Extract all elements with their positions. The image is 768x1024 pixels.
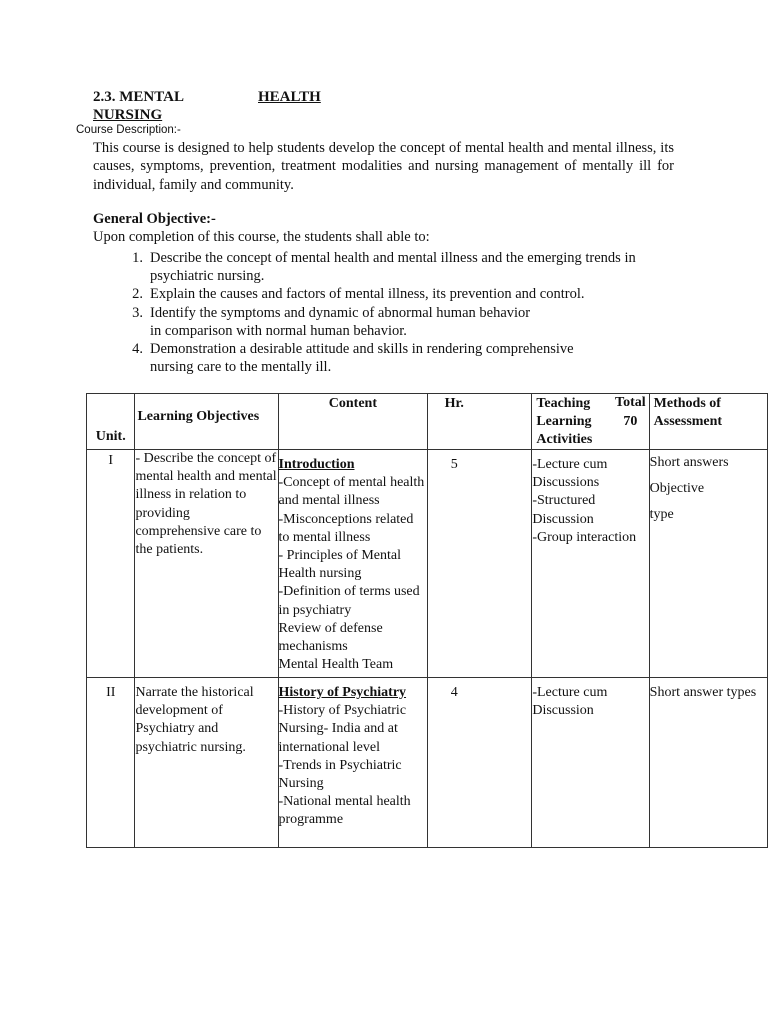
activity-item: -Lecture cum Discussion (532, 685, 608, 719)
cell-unit: I (87, 450, 135, 678)
content-line: - Principles of Mental Health nursing (278, 548, 401, 582)
table-header-row (87, 394, 768, 450)
content-title: History of Psychiatry (278, 685, 407, 700)
general-objective-heading: General Objective:- (93, 211, 216, 227)
objective-item (93, 304, 693, 340)
title-part-2: HEALTH (258, 89, 321, 105)
objective-item (93, 340, 693, 376)
cell-activities (532, 678, 649, 848)
header-learning-objectives: Learning Objectives (135, 394, 278, 450)
header-methods: Methods of Assessment (649, 394, 767, 450)
cell-content (278, 450, 428, 678)
objective-number: 4. (132, 341, 143, 358)
content-line: -Trends in Psychiatric Nursing (278, 757, 402, 792)
header-teaching-label: Teaching Learning Activities (536, 396, 593, 447)
assessment-item: Short answers (649, 455, 729, 470)
objective-text: Describe the concept of mental health and mental illness and the emerging trends in psychiatric nursing. (150, 250, 636, 285)
activity-item: -Group interaction (532, 529, 637, 545)
content-line: -Misconceptions related to mental illness (278, 511, 414, 545)
content-line: -History of Psychiatric Nursing- India and at international level (278, 703, 407, 755)
hr-value: 5 (450, 457, 458, 472)
title-part-1: 2.3. MENTAL (93, 89, 184, 105)
cell-hr (428, 678, 532, 848)
cell-objectives: - Describe the concept of mental health and mental illness in relation to providing comprehensive care to the patients. (135, 450, 278, 678)
objective-number: 1. (132, 250, 143, 266)
objectives-list (93, 249, 693, 376)
cell-unit: II (87, 678, 135, 848)
content-line: Mental Health Team (278, 657, 394, 673)
cell-content (278, 678, 428, 848)
activity-item: -Lecture cum Discussions (532, 457, 608, 491)
header-unit: Unit. (87, 394, 135, 450)
objective-item (93, 249, 693, 285)
header-hr-label: Hr. (444, 396, 464, 411)
section-title (93, 88, 321, 124)
content-line: -National mental health programme (278, 794, 411, 828)
assessment-item: type (649, 507, 674, 522)
objective-item (93, 285, 693, 303)
table-row (87, 678, 768, 848)
cell-assessment (649, 678, 767, 848)
cell-objectives: Narrate the historical development of Psychiatry and psychiatric nursing. (135, 678, 278, 848)
objective-number: 2. (132, 286, 143, 303)
objective-text: Demonstration a desirable attitude and skills in rendering comprehensive nursing care to the mentally ill. (150, 341, 574, 376)
objective-number: 3. (132, 304, 143, 321)
table-row (87, 450, 768, 678)
title-line-2: NURSING (93, 107, 163, 123)
syllabus-table (86, 393, 768, 848)
content-title: Introduction (278, 457, 355, 472)
objective-text: Explain the causes and factors of mental illness, its prevention and control. (150, 286, 585, 303)
assessment-item: Short answer types (649, 685, 757, 700)
header-total: Total 70 (615, 395, 646, 429)
header-teaching (532, 394, 649, 450)
content-line: Review of defense mechanisms (278, 620, 383, 655)
content-line: -Definition of terms used in psychiatry (278, 584, 420, 618)
assessment-item: Objective (649, 481, 705, 496)
header-content: Content (278, 394, 428, 450)
cell-assessment (649, 450, 767, 678)
course-description-label: Course Description:- (76, 124, 181, 136)
general-objective-intro: Upon completion of this course, the students shall able to: (93, 229, 430, 245)
header-hr (428, 394, 532, 450)
objective-text: Identify the symptoms and dynamic of abnormal human behavior in comparison with normal human behavior. (150, 304, 531, 339)
cell-hr (428, 450, 532, 678)
activity-item: -Structured Discussion (532, 493, 596, 527)
cell-activities (532, 450, 649, 678)
course-description: This course is designed to help students develop the concept of mental health and mental illness, its causes, symptoms, prevention, treatment modalities and nursing management of mentally ill for individual, family and community. (93, 140, 674, 193)
hr-value: 4 (450, 685, 458, 700)
content-line: -Concept of mental health and mental illness (278, 475, 425, 509)
